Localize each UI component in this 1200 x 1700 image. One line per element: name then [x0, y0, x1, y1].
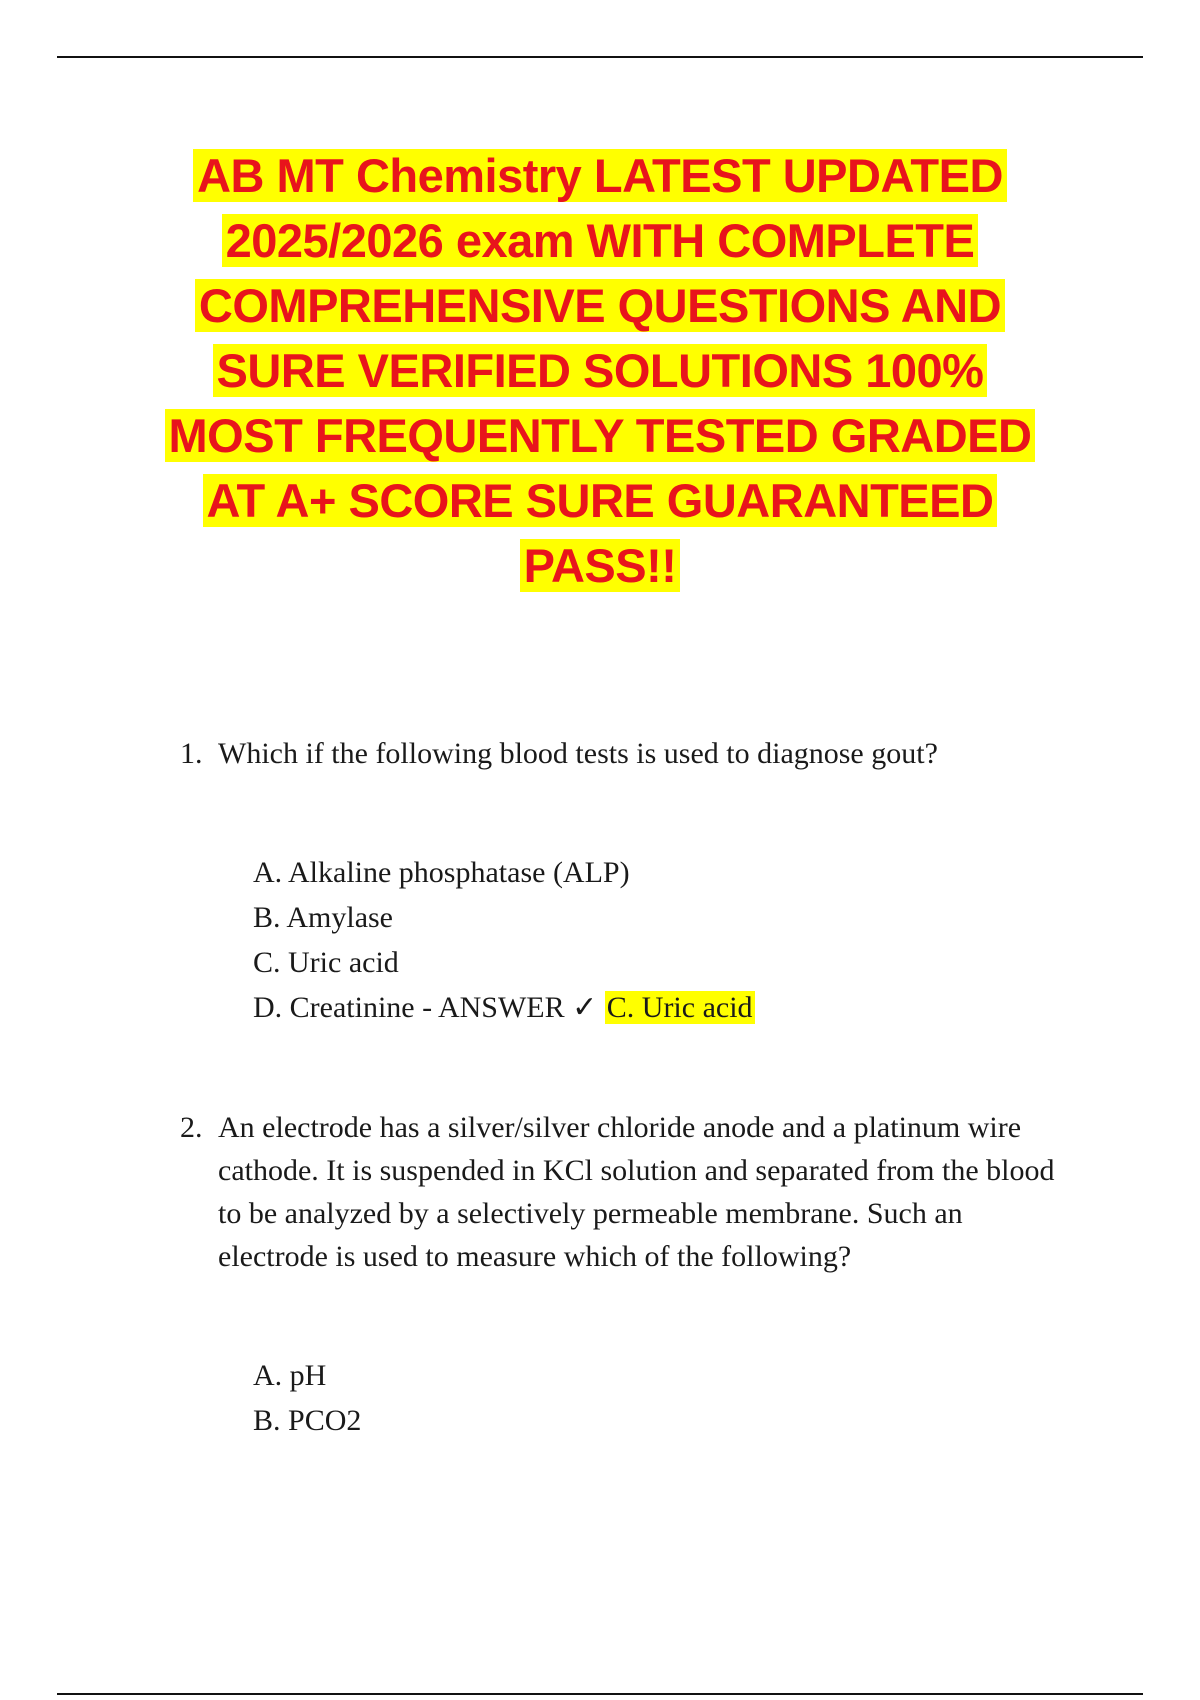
title-line: COMPREHENSIVE QUESTIONS AND: [195, 279, 1005, 332]
option-c: C. Uric acid: [253, 946, 399, 979]
option-d: D. Creatinine - ANSWER ✓: [253, 991, 605, 1024]
question-number: 1.: [180, 737, 203, 770]
question-1-options: [253, 850, 1103, 1030]
question-1: [180, 732, 1080, 775]
option-d-with-answer: [253, 985, 1103, 1030]
option-a: A. Alkaline phosphatase (ALP): [253, 856, 630, 889]
title-line: PASS!!: [520, 539, 681, 592]
header-rule: [57, 56, 1143, 58]
title-line: MOST FREQUENTLY TESTED GRADED: [165, 409, 1036, 462]
footer-rule: [57, 1693, 1143, 1695]
question-text: Which if the following blood tests is used to diagnose gout?: [218, 737, 938, 770]
option-a: A. pH: [253, 1359, 327, 1392]
title-line: SURE VERIFIED SOLUTIONS 100%: [213, 344, 988, 397]
title-line: AT A+ SCORE SURE GUARANTEED: [203, 474, 998, 527]
option-b: B. Amylase: [253, 901, 393, 934]
question-text: An electrode has a silver/silver chloride anode and a platinum wire cathode. It is suspended in KCl solution and separated from the blood to be analyzed by a selectively permeable membrane. Such an electrode is used to measure which of the following?: [218, 1111, 1055, 1273]
document-title: [100, 143, 1100, 598]
option-b: B. PCO2: [253, 1404, 362, 1437]
question-2: [180, 1106, 1080, 1278]
highlighted-answer: C. Uric acid: [606, 991, 753, 1024]
title-line: 2025/2026 exam WITH COMPLETE: [222, 214, 979, 267]
question-2-options: [253, 1353, 1103, 1443]
question-number: 2.: [180, 1111, 203, 1144]
title-line: AB MT Chemistry LATEST UPDATED: [193, 149, 1007, 202]
